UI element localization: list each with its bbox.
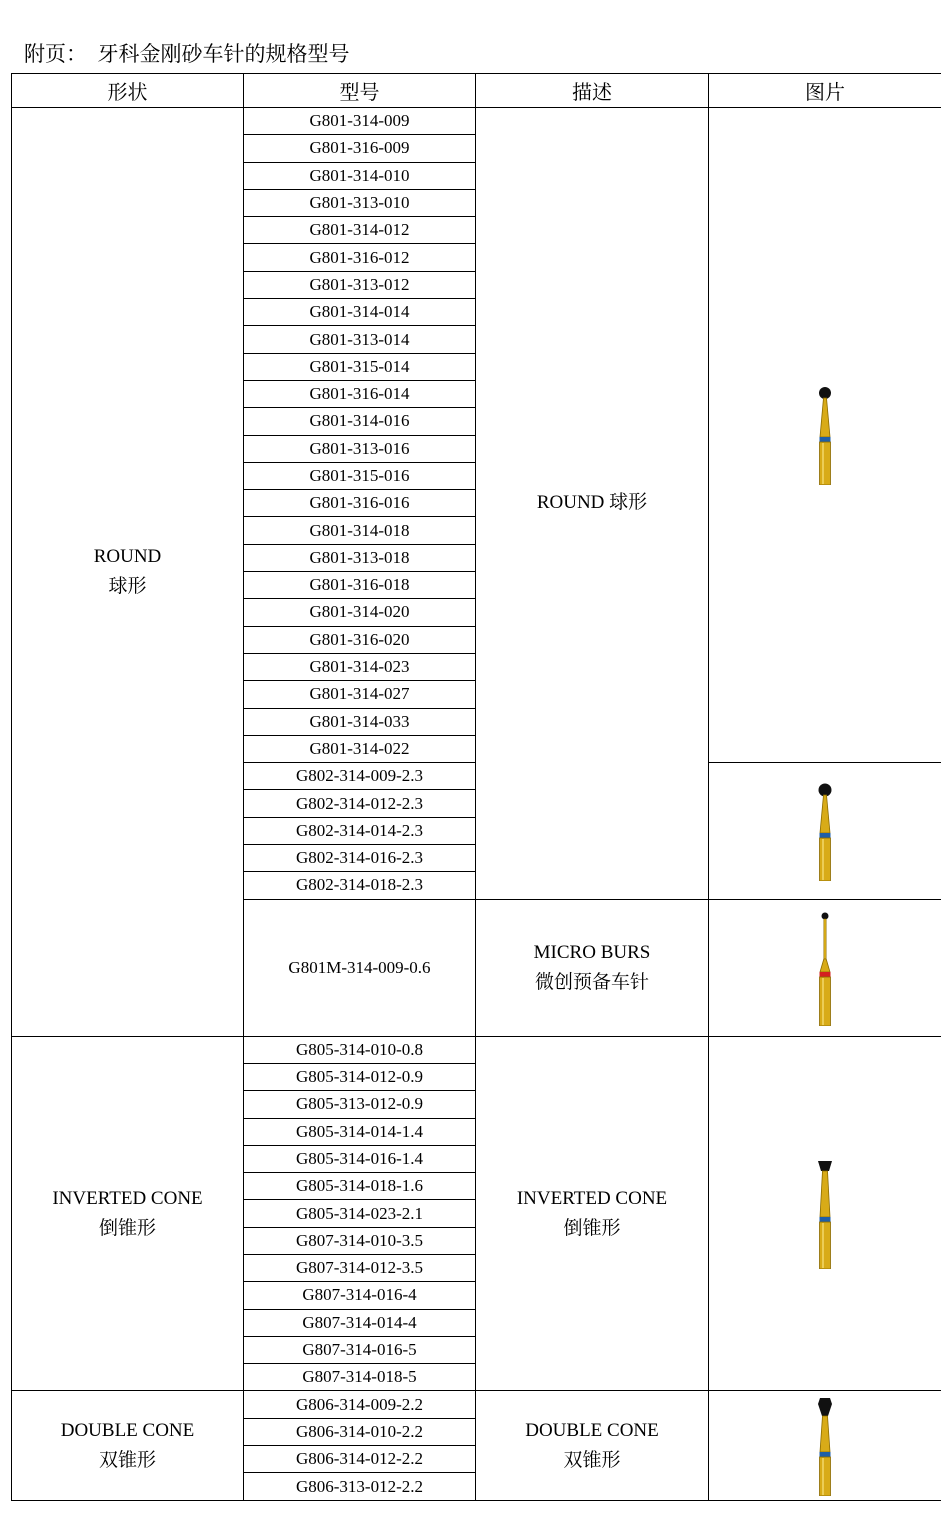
bur-neck: [820, 959, 830, 972]
shape-name-en: INVERTED CONE: [52, 1187, 203, 1209]
bur-shank: [820, 442, 831, 485]
document-title: 附页： 牙科金刚砂车针的规格型号: [24, 42, 350, 66]
description-text-cn: 倒锥形: [563, 1217, 621, 1239]
description-cell-inverted-cone: [476, 1036, 709, 1391]
model-cell: G806-314-009-2.2: [244, 1391, 476, 1418]
model-cell: G801-314-033: [244, 708, 476, 735]
inverted-cone-bur-icon: [813, 1159, 837, 1269]
bur-shank: [820, 1222, 831, 1269]
bur-neck: [820, 1416, 830, 1452]
header-description: 描述: [476, 74, 709, 108]
bur-shank: [820, 977, 831, 1026]
model-cell: G801-314-020: [244, 599, 476, 626]
model-cell: G807-314-018-5: [244, 1364, 476, 1391]
description-cell-double-cone: [476, 1391, 709, 1500]
model-cell: G801-314-012: [244, 217, 476, 244]
picture-frame: [709, 1396, 941, 1496]
model-cell: G801-315-014: [244, 353, 476, 380]
description-cell-round: [476, 108, 709, 900]
header-picture: 图片: [709, 74, 941, 108]
model-cell: G801-314-027: [244, 681, 476, 708]
model-cell: G801M-314-009-0.6: [244, 899, 476, 1036]
model-cell: G802-314-018-2.3: [244, 872, 476, 899]
picture-frame: [709, 910, 941, 1026]
picture-cell: [709, 108, 941, 763]
bur-band: [820, 833, 831, 838]
header-model: 型号: [244, 74, 476, 108]
model-cell: G807-314-012-3.5: [244, 1254, 476, 1281]
model-cell: G807-314-010-3.5: [244, 1227, 476, 1254]
model-cell: G806-313-012-2.2: [244, 1473, 476, 1500]
description-cell-micro: [476, 899, 709, 1036]
model-cell: G801-314-018: [244, 517, 476, 544]
model-cell: G802-314-014-2.3: [244, 817, 476, 844]
model-cell: G805-314-018-1.6: [244, 1173, 476, 1200]
shape-cell-inverted-cone: [12, 1036, 244, 1391]
model-cell: G801-316-016: [244, 490, 476, 517]
model-cell: G801-314-009: [244, 108, 476, 135]
bur-band: [820, 1452, 831, 1457]
bur-neck: [820, 795, 830, 833]
description-text: ROUND 球形: [536, 492, 648, 514]
header-row: [12, 74, 941, 108]
shape-cell-double-cone: [12, 1391, 244, 1500]
shape-name-cn: 双锥形: [98, 1449, 156, 1471]
shape-name-en: DOUBLE CONE: [60, 1419, 195, 1441]
model-cell: G801-316-012: [244, 244, 476, 271]
bur-neck: [820, 1171, 830, 1217]
picture-frame: [709, 781, 941, 881]
model-cell: G801-316-009: [244, 135, 476, 162]
shape-name-cn: 倒锥形: [98, 1217, 156, 1239]
picture-cell: [709, 1391, 941, 1500]
bur-band: [820, 437, 831, 442]
model-cell: G801-313-012: [244, 271, 476, 298]
micro-bur-icon: [813, 910, 837, 1026]
bur-shank: [820, 838, 831, 881]
model-cell: G802-314-009-2.3: [244, 763, 476, 790]
round-bur-icon: [813, 385, 837, 485]
model-cell: G801-314-014: [244, 299, 476, 326]
round-bur-icon: [813, 781, 837, 881]
model-cell: G806-314-010-2.2: [244, 1418, 476, 1445]
model-cell: G805-314-012-0.9: [244, 1063, 476, 1090]
table-row: [12, 108, 941, 135]
header-shape: 形状: [12, 74, 244, 108]
model-cell: G805-314-010-0.8: [244, 1036, 476, 1063]
model-cell: G801-313-010: [244, 189, 476, 216]
picture-frame: [709, 385, 941, 485]
model-cell: G801-314-022: [244, 735, 476, 762]
bur-band: [820, 972, 831, 977]
picture-cell: [709, 1036, 941, 1391]
model-cell: G805-314-023-2.1: [244, 1200, 476, 1227]
bur-head: [818, 1398, 832, 1416]
model-cell: G806-314-012-2.2: [244, 1446, 476, 1473]
model-cell: G801-316-020: [244, 626, 476, 653]
picture-frame: [709, 1159, 941, 1269]
description-text-en: INVERTED CONE: [516, 1187, 668, 1209]
model-cell: G801-314-016: [244, 408, 476, 435]
shape-name-cn: 球形: [108, 575, 147, 597]
bur-head: [819, 387, 831, 399]
picture-cell: [709, 763, 941, 899]
bur-neck-thin: [824, 919, 826, 959]
model-cell: G801-313-016: [244, 435, 476, 462]
model-cell: G807-314-016-5: [244, 1336, 476, 1363]
model-cell: G801-316-014: [244, 380, 476, 407]
model-cell: G802-314-016-2.3: [244, 845, 476, 872]
bur-band: [820, 1217, 831, 1222]
model-cell: G801-313-018: [244, 544, 476, 571]
shape-cell-round: [12, 108, 244, 1037]
bur-head: [818, 1161, 832, 1171]
bur-neck: [820, 398, 830, 437]
model-cell: G805-314-016-1.4: [244, 1145, 476, 1172]
table-row: [12, 1036, 941, 1063]
model-cell: G807-314-016-4: [244, 1282, 476, 1309]
picture-cell: [709, 899, 941, 1036]
model-cell: G801-316-018: [244, 572, 476, 599]
description-text-en: DOUBLE CONE: [525, 1419, 659, 1441]
table-row: [12, 1391, 941, 1418]
model-cell: G805-314-014-1.4: [244, 1118, 476, 1145]
bur-head: [819, 783, 832, 796]
model-cell: G801-313-014: [244, 326, 476, 353]
description-text-cn: 微创预备车针: [534, 971, 649, 993]
model-cell: G801-314-010: [244, 162, 476, 189]
model-cell: G807-314-014-4: [244, 1309, 476, 1336]
bur-shank: [820, 1457, 831, 1496]
shape-name-en: ROUND: [93, 545, 162, 567]
spec-table: [11, 73, 941, 1501]
model-cell: G805-313-012-0.9: [244, 1091, 476, 1118]
model-cell: G801-314-023: [244, 653, 476, 680]
description-text-cn: 双锥形: [563, 1449, 621, 1471]
model-cell: G801-315-016: [244, 462, 476, 489]
bur-head: [822, 912, 829, 919]
description-text-en: MICRO BURS: [533, 941, 651, 963]
double-cone-bur-icon: [813, 1396, 837, 1496]
model-cell: G802-314-012-2.3: [244, 790, 476, 817]
